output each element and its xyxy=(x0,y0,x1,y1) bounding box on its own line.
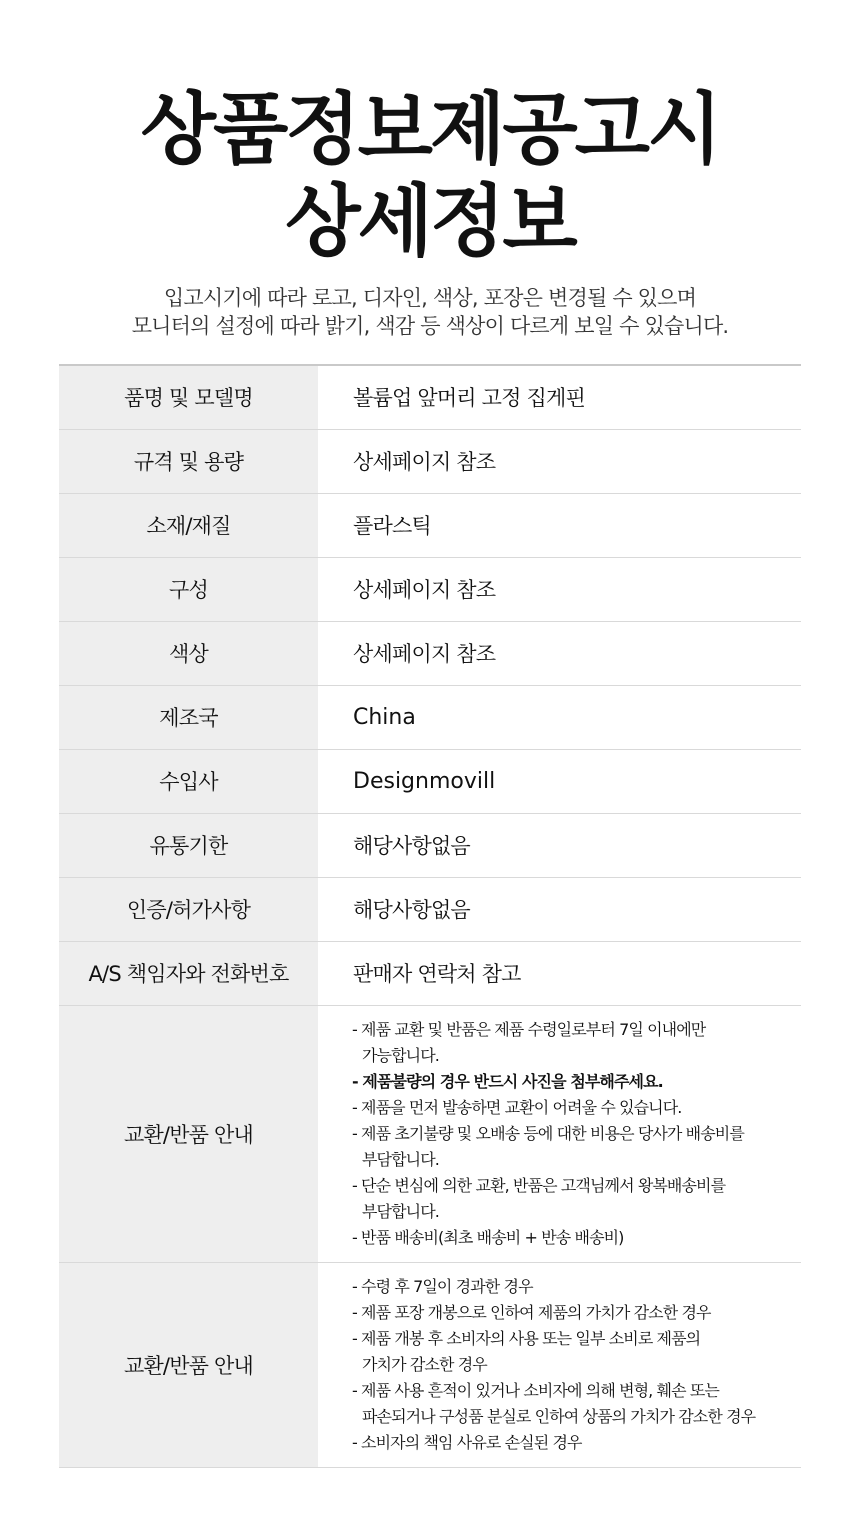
policy-line: - 제품 개봉 후 소비자의 사용 또는 일부 소비로 제품의 xyxy=(352,1328,701,1348)
exchange-policy-row xyxy=(59,1005,801,1262)
policy-line: - 반품 배송비(최초 배송비 + 반송 배송비) xyxy=(352,1227,624,1247)
row-value: 상세페이지 참조 xyxy=(318,557,801,621)
table-row xyxy=(59,813,801,877)
table-row xyxy=(59,685,801,749)
table-row xyxy=(59,365,801,429)
row-value: 해당사항없음 xyxy=(318,813,801,877)
notice-text xyxy=(0,284,860,340)
policy-line: 가치가 감소한 경우 xyxy=(362,1354,487,1374)
product-info-table xyxy=(59,364,801,1468)
policy-line: 부담합니다. xyxy=(362,1201,439,1221)
row-label: 수입사 xyxy=(59,749,318,813)
policy-line: - 제품 사용 흔적이 있거나 소비자에 의해 변형, 훼손 또는 xyxy=(352,1380,719,1400)
row-label: 품명 및 모델명 xyxy=(59,365,318,429)
row-value: 플라스틱 xyxy=(318,493,801,557)
policy-line: - 제품 교환 및 반품은 제품 수령일로부터 7일 이내에만 xyxy=(352,1019,706,1039)
table-row xyxy=(59,429,801,493)
table-row xyxy=(59,877,801,941)
row-value: 상세페이지 참조 xyxy=(318,621,801,685)
row-value: Designmovill xyxy=(318,749,801,813)
policy-line: 가능합니다. xyxy=(362,1045,439,1065)
row-label: 색상 xyxy=(59,621,318,685)
row-value: 볼륨업 앞머리 고정 집게핀 xyxy=(318,365,801,429)
row-value: 판매자 연락처 참고 xyxy=(318,941,801,1005)
page-title xyxy=(0,84,860,268)
policy-line: - 수령 후 7일이 경과한 경우 xyxy=(352,1276,533,1296)
row-label: 규격 및 용량 xyxy=(59,429,318,493)
notice-line-1: 입고시기에 따라 로고, 디자인, 색상, 포장은 변경될 수 있으며 xyxy=(163,286,697,310)
policy-line: 부담합니다. xyxy=(362,1149,439,1169)
row-label: 유통기한 xyxy=(59,813,318,877)
row-value: China xyxy=(318,685,801,749)
table-row xyxy=(59,493,801,557)
exchange-policy-list xyxy=(318,1005,801,1262)
table-row xyxy=(59,557,801,621)
exchange-restriction-row xyxy=(59,1262,801,1467)
policy-line: - 제품 포장 개봉으로 인하여 제품의 가치가 감소한 경우 xyxy=(352,1302,711,1322)
row-value: 상세페이지 참조 xyxy=(318,429,801,493)
table-row xyxy=(59,941,801,1005)
policy-line: - 단순 변심에 의한 교환, 반품은 고객님께서 왕복배송비를 xyxy=(352,1175,726,1195)
row-value: 해당사항없음 xyxy=(318,877,801,941)
policy-line: - 소비자의 책임 사유로 손실된 경우 xyxy=(352,1432,582,1452)
policy-line-emphasis: - 제품불량의 경우 반드시 사진을 첨부해주세요. xyxy=(352,1071,663,1091)
exchange-restriction-list xyxy=(318,1262,801,1467)
table-row xyxy=(59,749,801,813)
row-label: 소재/재질 xyxy=(59,493,318,557)
row-label: 교환/반품 안내 xyxy=(59,1005,318,1262)
row-label: 교환/반품 안내 xyxy=(59,1262,318,1467)
row-label: 제조국 xyxy=(59,685,318,749)
title-line-2: 상세정보 xyxy=(285,177,575,267)
policy-line: - 제품 초기불량 및 오배송 등에 대한 비용은 당사가 배송비를 xyxy=(352,1123,744,1143)
row-label: 인증/허가사항 xyxy=(59,877,318,941)
policy-line: 파손되거나 구성품 분실로 인하여 상품의 가치가 감소한 경우 xyxy=(362,1406,756,1426)
title-line-1: 상품정보제공고시 xyxy=(140,85,720,175)
row-label: 구성 xyxy=(59,557,318,621)
table-row xyxy=(59,621,801,685)
row-label: A/S 책임자와 전화번호 xyxy=(59,941,318,1005)
policy-line: - 제품을 먼저 발송하면 교환이 어려울 수 있습니다. xyxy=(352,1097,682,1117)
notice-line-2: 모니터의 설정에 따라 밝기, 색감 등 색상이 다르게 보일 수 있습니다. xyxy=(131,314,729,338)
